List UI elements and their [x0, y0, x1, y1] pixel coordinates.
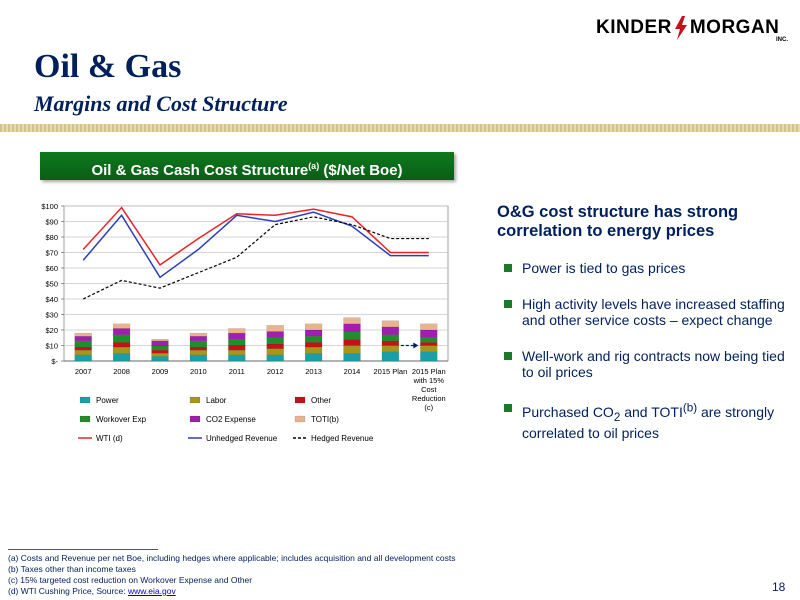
y-tick-label: $10: [45, 341, 58, 351]
chart-header-units: ($/Net Boe): [319, 162, 403, 179]
bullet-item: [504, 348, 794, 380]
slide-title: Oil & Gas: [34, 48, 182, 85]
bullet4-superscript: (b): [682, 401, 698, 414]
bar-segment: [228, 355, 245, 361]
y-tick-label: $70: [45, 248, 58, 258]
x-tick-label: 2015 Plan: [373, 367, 408, 376]
bar-segment: [228, 350, 245, 355]
legend-label: Labor: [206, 396, 227, 405]
legend-swatch: [190, 416, 200, 422]
y-tick-label: $40: [45, 295, 58, 304]
y-tick-label: $50: [45, 279, 58, 289]
legend-label: CO2 Expense: [206, 415, 256, 424]
footnote-divider: [8, 549, 158, 550]
bullet-square-icon: [504, 300, 512, 308]
bar-segment: [228, 346, 245, 351]
bullet-text: [522, 401, 775, 442]
bar-segment: [152, 339, 169, 341]
bar-segment: [190, 336, 207, 341]
bar-segment: [344, 339, 361, 345]
y-tick-label: $30: [45, 310, 58, 320]
bar-segment: [75, 355, 92, 361]
bullet4-part3: are strongly correlated to oil prices: [522, 403, 775, 442]
logo-text-left: KINDER: [596, 17, 672, 38]
x-tick-label: 2013: [305, 367, 322, 376]
footnote-b: (b) Taxes other than income taxes: [8, 564, 136, 574]
slide-subtitle: Margins and Cost Structure: [34, 91, 288, 116]
bar-segment: [113, 342, 130, 347]
legend-label: Unhedged Revenue: [206, 434, 278, 443]
bar-segment: [382, 321, 399, 327]
right-panel-heading: O&G cost structure has strong correlation to energy prices: [497, 203, 739, 240]
y-tick-label: $20: [45, 326, 58, 335]
bullet-square-icon: [504, 264, 512, 272]
legend-swatch: [295, 397, 305, 403]
bar-segment: [267, 349, 284, 355]
bar-segment: [267, 325, 284, 331]
bar-segment: [305, 342, 322, 347]
y-tick-label: $60: [45, 264, 58, 273]
bar-segment: [305, 353, 322, 361]
bar-segment: [382, 341, 399, 346]
bar-segment: [382, 346, 399, 352]
bullet-list: [504, 260, 794, 441]
logo-text-right: MORGAN: [689, 17, 780, 38]
bar-segment: [344, 332, 361, 340]
bar-segment: [75, 336, 92, 341]
footnotes: [8, 553, 455, 597]
x-tick-label: 2007: [74, 367, 92, 376]
bar-segment: [75, 341, 92, 347]
bullet-square-icon: [504, 352, 512, 360]
bar-segment: [344, 324, 361, 332]
legend-label: Hedged Revenue: [311, 434, 374, 443]
bar-segment: [113, 328, 130, 334]
bar-segment: [344, 353, 361, 361]
legend-swatch: [80, 397, 90, 403]
bullet4-part1: Purchased CO: [522, 403, 614, 420]
legend-swatch: [190, 397, 200, 403]
bar-segment: [382, 327, 399, 335]
footnote-d-text: (d) WTI Cushing Price, Source:: [8, 586, 128, 596]
y-tick-label: $90: [45, 217, 58, 227]
legend-label: Workover Exp: [96, 415, 147, 424]
bar-segment: [305, 330, 322, 336]
page-number: 18: [772, 580, 786, 594]
bar-segment: [305, 336, 322, 342]
x-tick-label: 2012: [266, 367, 284, 376]
bar-segment: [420, 324, 437, 330]
bar-segment: [420, 330, 437, 338]
bar-segment: [75, 350, 92, 355]
bullet4-subscript: 2: [613, 410, 621, 424]
bullet-item: [504, 296, 794, 328]
bar-segment: [113, 324, 130, 329]
bar-segment: [267, 344, 284, 349]
x-tick-label: 2009: [151, 367, 169, 376]
bar-segment: [305, 347, 322, 353]
legend-label: TOTI(b): [311, 415, 339, 424]
bar-segment: [190, 341, 207, 347]
x-tick-label: 2011: [228, 367, 245, 376]
bar-segment: [420, 352, 437, 361]
bar-segment: [152, 341, 169, 346]
bar-segment: [267, 355, 284, 361]
y-tick-label: $-: [51, 357, 58, 366]
footnote-d: [8, 586, 455, 597]
bar-segment: [152, 356, 169, 361]
bar-segment: [267, 338, 284, 344]
bullet4-part2: and TOTI: [620, 403, 683, 420]
bar-segment: [152, 353, 169, 356]
chart-header-text: Oil & Gas Cash Cost Structure: [91, 162, 309, 179]
bullet-text: Well-work and rig contracts now being tied to oil prices: [522, 348, 785, 380]
legend-swatch: [295, 416, 305, 422]
bar-segment: [75, 333, 92, 336]
x-tick-label: 2010: [190, 367, 207, 376]
legend-swatch: [80, 416, 90, 422]
bullet-item: [504, 260, 794, 276]
bar-segment: [113, 353, 130, 361]
eia-link[interactable]: www.eia.gov: [127, 586, 176, 596]
x-tick-label: 2008: [113, 367, 130, 376]
bar-segment: [152, 350, 169, 353]
x-tick-label: 2015 Plan with 15% Cost Reduction (c): [411, 367, 446, 412]
footnote-c: (c) 15% targeted cost reduction on Workover Expense and Other: [8, 575, 253, 585]
bar-segment: [382, 335, 399, 341]
footnote-a: (a) Costs and Revenue per net Boe, including hedges where applicable; includes acquisition and all development costs: [8, 553, 456, 563]
bullet-text: Power is tied to gas prices: [522, 260, 686, 276]
bar-segment: [344, 346, 361, 354]
bar-segment: [190, 355, 207, 361]
bar-segment: [113, 347, 130, 353]
bar-segment: [420, 342, 437, 345]
bar-segment: [305, 324, 322, 330]
bar-segment: [420, 346, 437, 352]
bullet-square-icon: [504, 404, 512, 412]
chart-header-superscript: (a): [308, 161, 320, 171]
bar-segment: [113, 335, 130, 343]
bar-segment: [75, 347, 92, 350]
x-tick-label: 2014: [343, 367, 361, 376]
bar-segment: [228, 339, 245, 345]
y-tick-label: $80: [45, 233, 58, 242]
y-tick-label: $100: [41, 202, 58, 211]
bar-segment: [382, 352, 399, 361]
bar-segment: [152, 346, 169, 351]
bar-segment: [190, 350, 207, 355]
bar-segment: [228, 328, 245, 333]
bar-segment: [190, 333, 207, 336]
logo-inc: INC.: [776, 37, 788, 43]
legend-label: WTI (d): [96, 434, 123, 443]
bullet-text: High activity levels have increased staffing and other service costs – expect change: [522, 296, 785, 328]
bar-segment: [267, 332, 284, 338]
bullet-item: [504, 400, 794, 441]
legend-label: Other: [311, 396, 332, 405]
bar-segment: [420, 338, 437, 343]
bar-segment: [190, 347, 207, 350]
bar-segment: [344, 318, 361, 324]
bar-segment: [228, 333, 245, 339]
legend-label: Power: [96, 396, 119, 405]
